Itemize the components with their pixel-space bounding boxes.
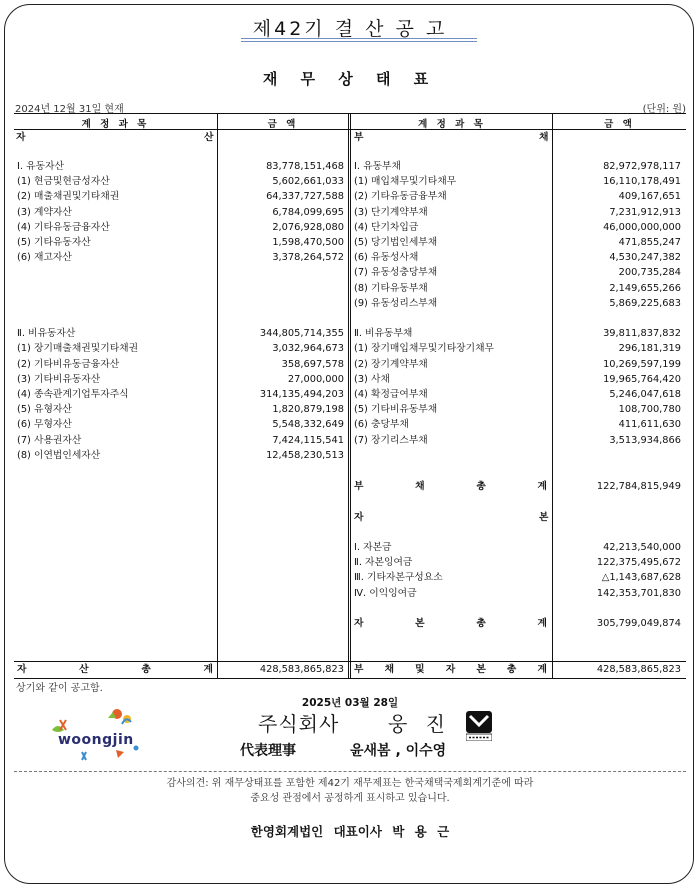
liability-row-label: (7) 장기리스부채 [354,434,428,446]
right-amount-header: 금 액 [604,119,635,130]
asset-row-label: (5) 유형자산 [17,404,72,416]
total-rule [14,661,686,662]
asset-row-amount: 83,778,151,468 [266,161,344,172]
asset-row-label: Ⅱ. 비유동자산 [17,328,76,340]
liability-row-amount: 5,869,225,683 [609,297,681,309]
liability-total-amount: 122,784,815,949 [596,481,681,492]
asset-row-amount: 3,032,964,673 [272,343,344,355]
grand-total-label-char: 본 [476,664,486,675]
liability-row-amount: 7,231,912,913 [609,206,681,218]
asset-row-amount: 5,602,661,033 [272,176,344,188]
liability-total-label-char: 채 [415,481,425,492]
equity-row-amount: 122,375,495,672 [596,557,681,569]
asset-row-label: (8) 이연법인세자산 [17,449,101,461]
asset-row-label: (2) 매출채권및기타채권 [17,191,120,203]
as-of-date: 2024년 12월 31일 현재 [15,104,124,115]
liability-row-amount: 471,855,247 [618,237,681,248]
asset-row-label: (7) 사용권자산 [17,434,82,446]
dashed-separator [14,771,686,772]
liability-row-label: Ⅰ. 유동부채 [354,161,401,172]
liability-row-label: Ⅱ. 비유동부채 [354,328,413,340]
section-label-equity-start: 자 [354,512,364,523]
liability-row-amount: 39,811,837,832 [603,328,681,340]
grand-total-label-char: 총 [506,664,517,675]
audit-opinion [0,776,700,806]
asset-total-label-char: 자 [17,664,27,675]
grand-total-label-char: 부 [354,664,364,675]
asset-row-label: (6) 무형자산 [17,419,72,431]
section-label-liab-end: 채 [539,132,549,143]
unit-label: (단위: 원) [642,104,686,115]
liability-row-label: (2) 기타유동금융부채 [354,191,447,203]
liability-total-label [354,481,547,493]
right-account-header: 계 정 과 목 [418,119,486,130]
liability-row-amount: 200,735,284 [618,267,681,279]
liability-row-amount: 19,965,764,420 [603,373,681,385]
liability-row-label: (2) 장기계약부채 [354,358,428,370]
equity-row-amount: 142,353,701,830 [596,587,681,599]
liability-row-label: (5) 기타비유동부채 [354,404,438,416]
liability-row-amount: 4,530,247,382 [609,252,681,264]
grand-total-label-char: 자 [445,664,456,675]
asset-row-label: (5) 기타유동자산 [17,237,91,248]
liability-row-label: (8) 기타유동부채 [354,282,428,294]
liability-row-label: (1) 장기매입채무및기타장기채무 [354,343,495,355]
liability-row-amount: 10,269,597,199 [603,358,681,370]
page-title: 제42기 결 산 공 고 [252,18,448,40]
asset-total-amount: 428,583,865,823 [259,664,344,675]
asset-total-label-char: 계 [203,664,213,675]
equity-total-label-char: 본 [415,618,425,629]
equity-total-label [354,618,547,630]
representative-names: 윤새봄 , 이수영 [350,743,447,759]
asset-row-amount: 6,784,099,695 [272,206,344,218]
asset-total-label-char: 산 [79,664,89,675]
asset-row-amount: 2,076,928,080 [272,221,344,233]
liability-row-amount: 409,167,651 [618,191,681,203]
woongjin-logo [44,708,152,764]
asset-row-label: (2) 기타비유동금융자산 [17,358,120,370]
announcement-date: 2025년 03월 28일 [301,697,399,709]
asset-row-label: (4) 기타유동금융자산 [17,221,110,233]
asset-row-label: (3) 계약자산 [17,206,72,218]
column-divider [552,114,553,678]
representative-title: 代表理事 [240,743,296,759]
liability-row-amount: 2,149,655,266 [609,282,681,294]
liability-total-label-char: 총 [476,481,486,492]
title-underline [241,38,477,39]
asset-row-label: (1) 장기매출채권및기타채권 [17,343,139,355]
asset-row-amount: 5,548,332,649 [272,419,344,431]
equity-total-label-char: 계 [537,618,547,629]
liability-row-label: (5) 당기법인세부채 [354,237,438,248]
section-label-liab-start: 부 [354,132,364,143]
audit-opinion-line-2: 중요성 관점에서 공정하게 표시하고 있습니다. [250,793,450,804]
asset-total-label-char: 총 [141,664,151,675]
liability-row-label: (9) 유동성리스부채 [354,297,438,309]
liability-row-label: (4) 단기차입금 [354,221,419,233]
asset-row-amount: 12,458,230,513 [266,449,344,461]
asset-row-label: Ⅰ. 유동자산 [17,161,64,172]
asset-row-amount: 27,000,000 [287,373,344,385]
asset-total-label [17,664,213,676]
liability-row-label: (3) 단기계약부채 [354,206,428,218]
liability-row-label: (3) 사채 [354,373,390,385]
balance-sheet-table [14,113,686,679]
liability-row-label: (6) 충당부채 [354,419,409,431]
notice-text: 상기와 같이 공고함. [16,683,103,694]
asset-row-amount: 344,805,714,355 [259,328,344,340]
grand-total-label-char: 및 [415,664,425,675]
title-underline-2 [241,41,477,42]
left-amount-header: 금 액 [267,119,299,130]
liability-row-amount: 296,181,319 [618,343,681,355]
company-seal [466,711,492,741]
section-label-assets-start: 자 [16,132,26,143]
grand-total-label-char: 채 [384,664,395,675]
asset-row-amount: 1,820,879,198 [272,404,344,416]
equity-row-amount: 42,213,540,000 [603,542,681,553]
liability-row-amount: 46,000,000,000 [603,221,681,233]
grand-total-amount: 428,583,865,823 [596,664,681,675]
asset-row-label: (1) 현금및현금성자산 [17,176,110,188]
asset-row-amount: 1,598,470,500 [272,237,344,248]
asset-row-amount: 3,378,264,572 [272,252,344,264]
equity-row-label: Ⅳ. 이익잉여금 [354,587,417,599]
auditor-signature: 한영회계법인 대표이사 박 용 근 [250,824,450,839]
equity-total-label-char: 자 [354,618,364,629]
asset-row-label: (3) 기타비유동자산 [17,373,101,385]
liability-row-label: (1) 매입채무및기타채무 [354,176,457,188]
grand-total-label-char: 계 [537,664,547,675]
liability-row-label: (6) 유동성사채 [354,252,419,264]
liability-row-label: (4) 확정급여부채 [354,389,428,400]
liability-total-label-char: 계 [537,481,547,492]
statement-title: 재 무 상 태 표 [262,70,438,88]
liability-row-amount: 411,611,630 [618,419,681,431]
equity-total-amount: 305,799,049,874 [596,618,681,629]
equity-row-label: Ⅲ. 기타자본구성요소 [354,572,443,584]
column-divider [217,114,218,678]
equity-total-label-char: 총 [476,618,486,629]
asset-row-amount: 314,135,494,203 [259,389,344,400]
section-label-assets-end: 산 [204,132,214,143]
liability-row-amount: 16,110,178,491 [603,176,681,188]
logo-text: woongjin [58,732,134,748]
company-name: 웅 진 [388,712,451,736]
audit-opinion-line-1: 감사의견: 위 재무상태표를 포함한 제42기 재무제표는 한국채택국제회계기준에 따라 [166,778,534,789]
grand-total-label [354,664,547,676]
asset-row-amount: 64,337,727,588 [266,191,344,203]
section-label-equity-end: 본 [539,512,549,523]
equity-row-label: Ⅰ. 자본금 [354,542,392,553]
liability-row-amount: 3,513,934,866 [609,434,681,446]
equity-row-label: Ⅱ. 자본잉여금 [354,557,413,569]
liability-row-amount: 5,246,047,618 [609,389,681,400]
asset-row-amount: 358,697,578 [281,358,344,370]
liability-total-label-char: 부 [354,481,364,492]
left-account-header: 계 정 과 목 [81,119,150,130]
company-prefix: 주식회사 [258,712,340,736]
liability-row-amount: 108,700,780 [618,404,681,416]
liability-row-label: (7) 유동성충당부채 [354,267,438,279]
asset-row-amount: 7,424,115,541 [272,434,344,446]
liability-row-amount: 82,972,978,117 [603,161,681,172]
center-divider [348,114,351,678]
equity-row-amount: △1,143,687,628 [601,572,681,584]
asset-row-label: (6) 재고자산 [17,252,72,264]
asset-row-label: (4) 종속관계기업투자주식 [17,389,129,400]
